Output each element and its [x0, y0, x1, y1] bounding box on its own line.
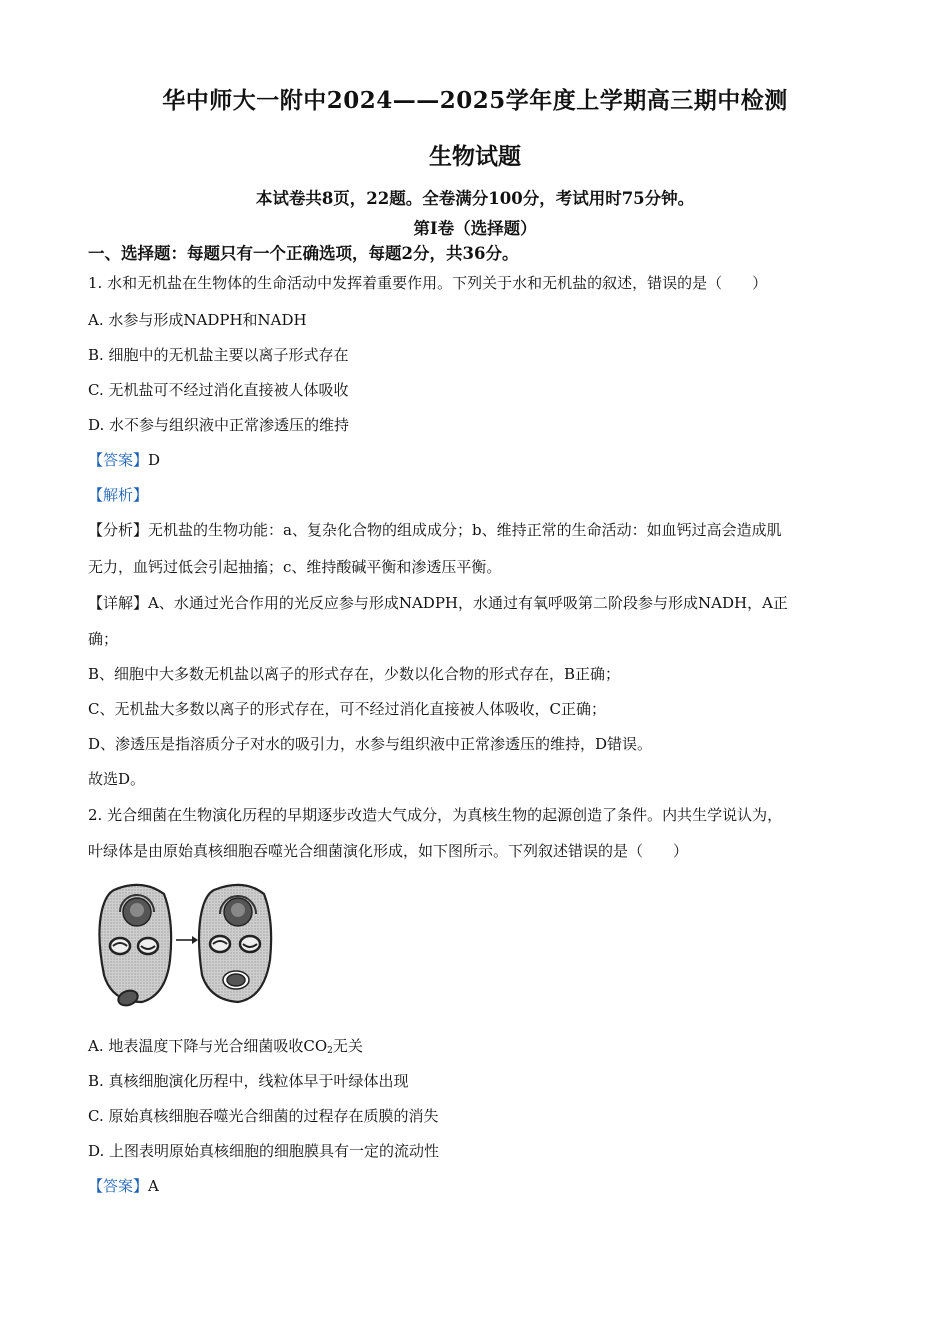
q2-stem-line-2: 叶绿体是由原始真核细胞吞噬光合细菌演化形成，如下图所示。下列叙述错误的是（ ） — [88, 842, 689, 860]
answer-value: A — [148, 1177, 159, 1195]
q1-fenxi-line-1 — [88, 519, 873, 541]
eukaryote-cell-before — [99, 885, 171, 1008]
q1-option-c: C. 无机盐可不经过消化直接被人体吸收 — [88, 381, 349, 399]
q1-conclusion: 故选D。 — [88, 770, 146, 788]
q1-detail-line-3: B、细胞中大多数无机盐以离子的形式存在，少数以化合物的形式存在，B正确； — [88, 665, 621, 683]
detail-label: 【详解】 — [88, 594, 149, 612]
q2-stem-line-1: 2. 光合细菌在生物演化历程的早期逐步改造大气成分，为真核生物的起源创造了条件。内共生学说认为， — [88, 806, 783, 824]
q2-answer — [88, 1175, 873, 1197]
q2-option-d: D. 上图表明原始真核细胞的细胞膜具有一定的流动性 — [88, 1142, 440, 1160]
q1-option-a: A. 水参与形成NADPH和NADH — [88, 311, 307, 329]
endosymbiosis-figure — [92, 880, 292, 1010]
q2-option-b: B. 真核细胞演化历程中，线粒体早于叶绿体出现 — [88, 1072, 409, 1090]
fenxi-text-1: 无机盐的生物功能：a、复杂化合物的组成成分；b、维持正常的生命活动：如血钙过高会造成肌 — [148, 521, 782, 539]
q1-analysis-label — [88, 484, 873, 506]
exam-info: 本试卷共8页，22题。全卷满分100分，考试用时75分钟。 — [255, 189, 695, 208]
subject-title: 生物试题 — [429, 143, 521, 170]
answer-label: 【答案】 — [88, 451, 149, 469]
analysis-label: 【解析】 — [88, 486, 149, 504]
arrow-right-icon — [176, 936, 198, 944]
answer-label: 【答案】 — [88, 1177, 149, 1195]
q1-detail-line-4: C、无机盐大多数以离子的形式存在，可不经过消化直接被人体吸收，C正确； — [88, 700, 606, 718]
fenxi-label: 【分析】 — [88, 521, 149, 539]
q1-detail-line-2: 确； — [88, 630, 119, 648]
section-heading: 一、选择题：每题只有一个正确选项，每题2分，共36分。 — [88, 244, 519, 263]
q1-detail-line-5: D、渗透压是指溶质分子对水的吸引力，水参与组织液中正常渗透压的维持，D错误。 — [88, 735, 653, 753]
q1-fenxi-line-2: 无力，血钙过低会引起抽搐；c、维持酸碱平衡和渗透压平衡。 — [88, 558, 502, 576]
q2-option-a: A. 地表温度下降与光合细菌吸收$CO_2$无关 — [88, 1037, 363, 1056]
part-title: 第Ⅰ卷（选择题） — [413, 219, 537, 238]
exam-title: 华中师大一附中2024——2025学年度上学期高三期中检测 — [162, 87, 788, 114]
q1-option-d: D. 水不参与组织液中正常渗透压的维持 — [88, 416, 350, 434]
q1-option-b: B. 细胞中的无机盐主要以离子形式存在 — [88, 346, 349, 364]
q1-detail-line-1 — [88, 592, 873, 614]
answer-value: D — [148, 451, 161, 469]
eukaryote-cell-after — [199, 885, 271, 1002]
detail-text-1: A、水通过光合作用的光反应参与形成NADPH，水通过有氧呼吸第二阶段参与形成NADH，A正 — [148, 594, 788, 612]
q1-answer — [88, 449, 873, 471]
q1-stem: 1. 水和无机盐在生物体的生命活动中发挥着重要作用。下列关于水和无机盐的叙述，错误的是（ ） — [88, 274, 768, 292]
q2-option-c: C. 原始真核细胞吞噬光合细菌的过程存在质膜的消失 — [88, 1107, 439, 1125]
